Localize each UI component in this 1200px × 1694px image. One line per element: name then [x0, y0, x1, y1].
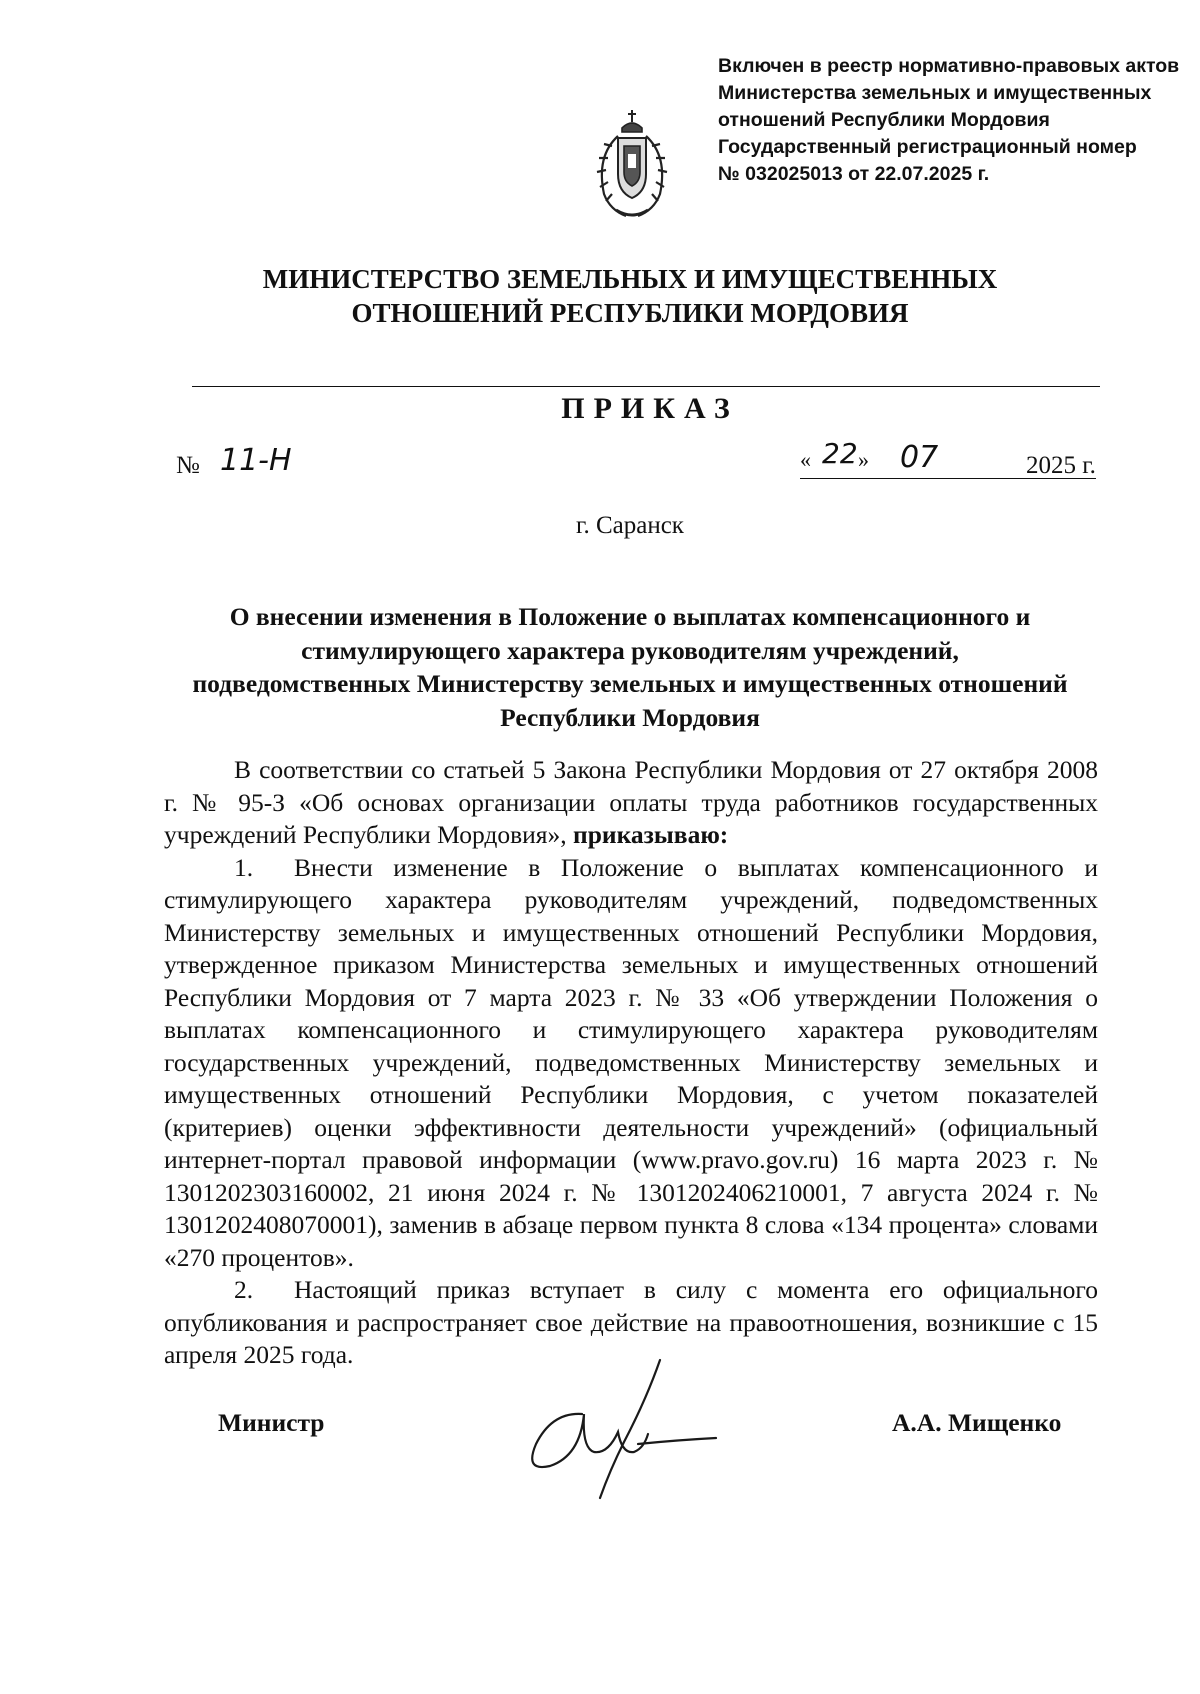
- item-number: 1.: [234, 852, 254, 882]
- signer-role: Министр: [218, 1408, 325, 1437]
- date-open-quote: «: [800, 447, 811, 472]
- order-number-handwritten: 11-Н: [220, 443, 292, 478]
- signer-name: А.А. Мищенко: [892, 1408, 1062, 1437]
- header-divider: [192, 386, 1100, 387]
- preamble-text: В соответствии со статьей 5 Закона Республики Мордовия от 27 октября 2008 г. № 95-З «Об основах организации оплаты труда работников государственных учреждений Республики Мордовия»,: [164, 755, 1098, 849]
- document-type: ПРИКАЗ: [561, 392, 739, 425]
- handwritten-signature-icon: [510, 1340, 740, 1500]
- subject-line: Республики Мордовия: [500, 702, 760, 732]
- ministry-title: [0, 262, 1200, 330]
- registry-line: Министерства земельных и имущественных: [718, 82, 1152, 104]
- ministry-title-line: ОТНОШЕНИЙ РЕСПУБЛИКИ МОРДОВИЯ: [351, 298, 909, 328]
- registry-line: Включен в реестр нормативно-правовых актов: [718, 55, 1180, 77]
- order-number-label: №: [176, 452, 200, 479]
- order-date-day: 22: [822, 437, 858, 470]
- preamble-directive: приказываю:: [573, 820, 729, 849]
- registry-stamp: [718, 53, 1188, 188]
- order-date-year: 2025 г.: [1026, 452, 1096, 479]
- registry-line: Государственный регистрационный номер: [718, 136, 1137, 158]
- ministry-title-line: МИНИСТЕРСТВО ЗЕМЕЛЬНЫХ И ИМУЩЕСТВЕННЫХ: [262, 264, 998, 294]
- coat-of-arms-icon: [588, 106, 676, 224]
- city: г. Саранск: [576, 512, 684, 539]
- item-number: 2.: [234, 1275, 254, 1304]
- subject-line: подведомственных Министерству земельных и имущественных отношений: [192, 669, 1068, 698]
- item-text: Внести изменение в Положение о выплатах компенсационного и стимулирующего характера руководителям учреждений, подведомственных Министерству земельных и имущественных отношений Республики Мордовия, утвержденное приказом Министерства земельных и имущественных отношений Республики Мордовия от 7 марта 2023 г. № 33 «Об утверждении Положения о выплатах компенсационного и стимулирующего характера руководителям государственных учреждений, подведомственных Министерству земельных и имущественных отношений Республики Мордовия, с учетом показателей (критериев) оценки эффективности деятельности учреждений» (официальный интернет-портал правовой информации (www.pravo.gov.ru) 16 марта 2023 г. № 1301202303160002, 21 июня 2024 г. № 1301202406210001, 7 августа 2024 г. № 1301202408070001), заменив в абзаце первом пункта 8 слова «134 процента» словами «270 процентов».: [164, 852, 1098, 1272]
- date-underline: [800, 478, 1096, 479]
- subject-line: О внесении изменения в Положение о выплатах компенсационного и: [229, 602, 1031, 631]
- registry-line: отношений Республики Мордовия: [718, 109, 1050, 131]
- order-subject: [160, 600, 1100, 734]
- order-item: [164, 852, 1098, 1275]
- registry-line: № 032025013 от 22.07.2025 г.: [718, 163, 990, 185]
- order-body: [164, 754, 1098, 1372]
- subject-line: стимулирующего характера руководителям учреждений,: [301, 635, 959, 665]
- date-close-quote: »: [858, 447, 869, 472]
- order-date-month: 07: [900, 440, 939, 475]
- preamble-paragraph: [164, 754, 1098, 852]
- item-text: Настоящий приказ вступает в силу с момента его официального опубликования и распространяет свое действие на правоотношения, возникшие с 15 апреля 2025 года.: [164, 1275, 1098, 1369]
